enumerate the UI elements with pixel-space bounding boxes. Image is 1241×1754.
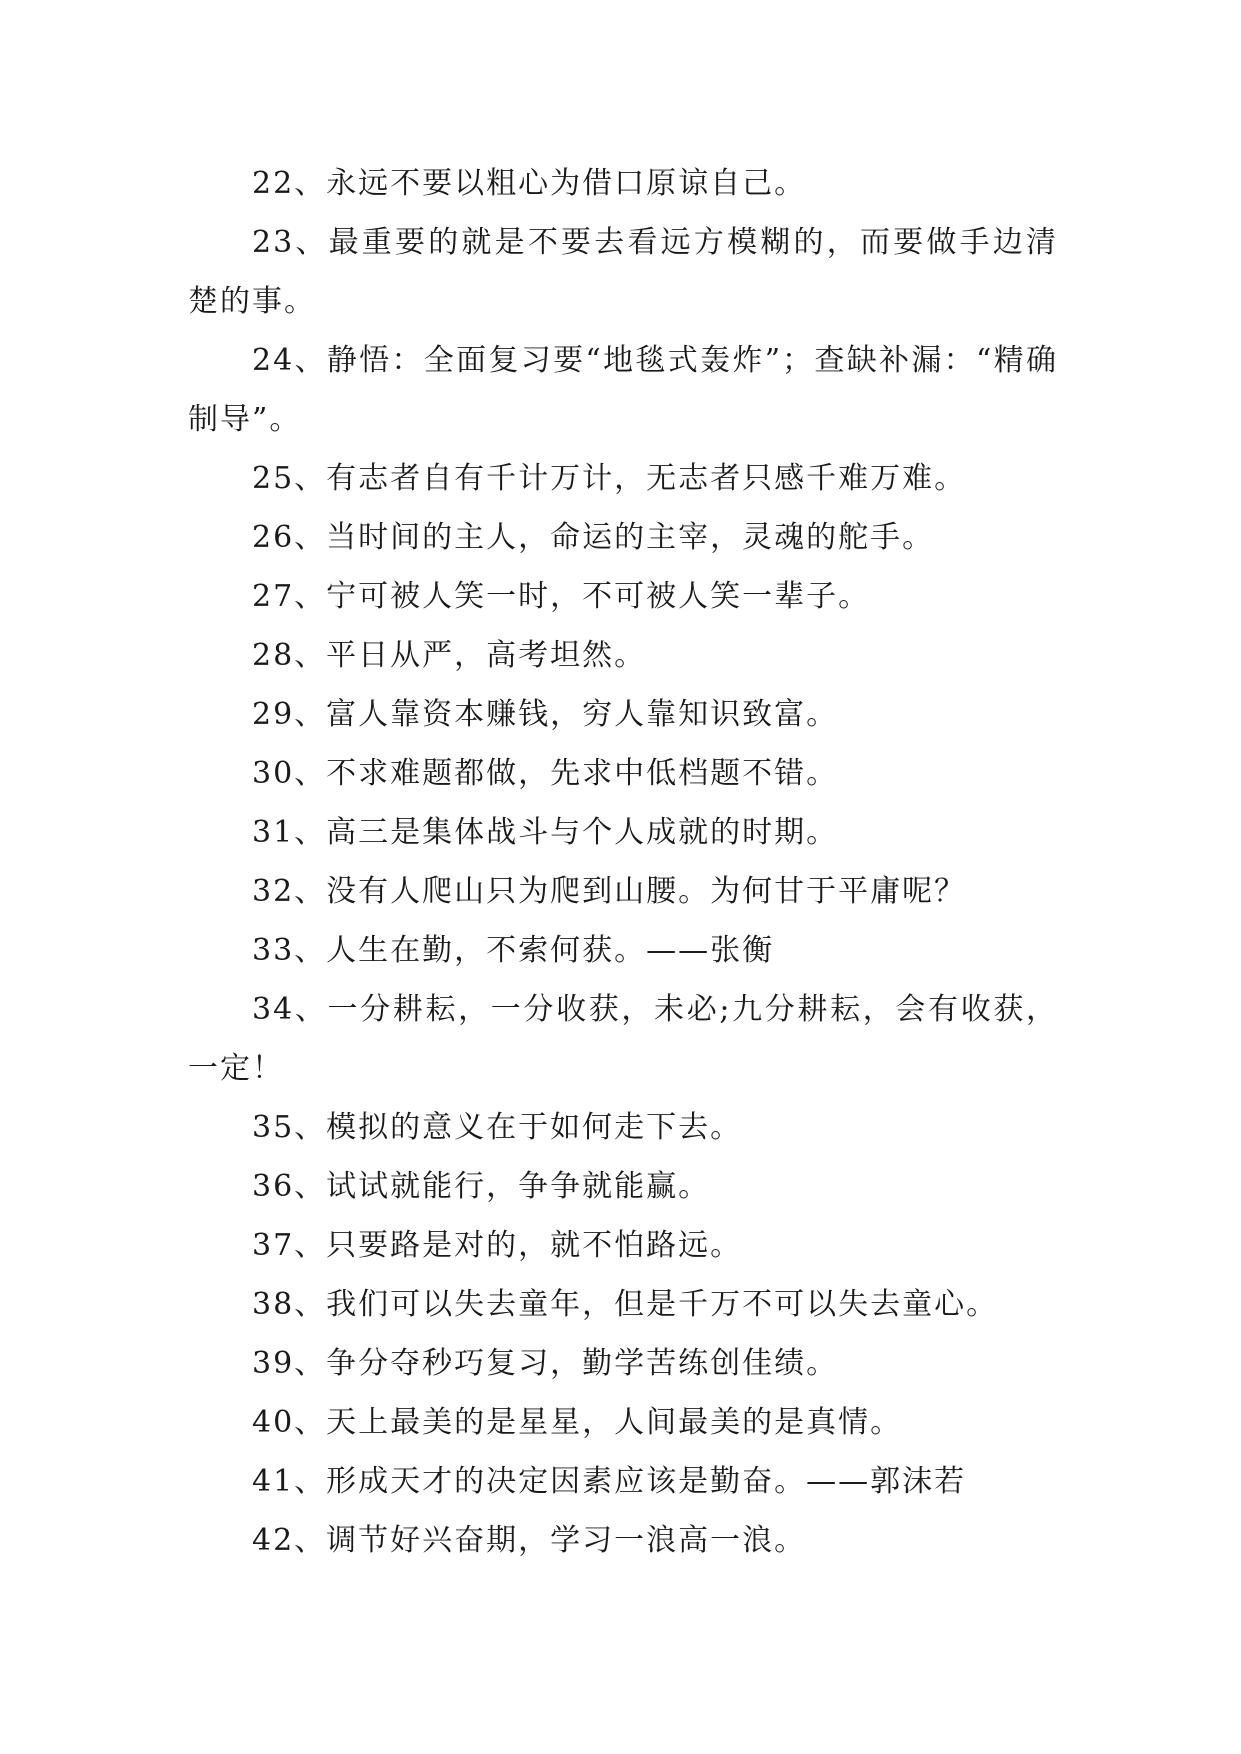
quote-item-24: 24、静悟：全面复习要“地毯式轰炸”；查缺补漏：“精确制导”。	[188, 343, 1058, 437]
quote-item-37: 37、只要路是对的，就不怕路远。	[252, 1228, 743, 1263]
quote-item-39: 39、争分夺秒巧复习，勤学苦练创佳绩。	[252, 1346, 839, 1381]
quote-item-38: 38、我们可以失去童年，但是千万不可以失去童心。	[252, 1287, 999, 1322]
quote-item-23: 23、最重要的就是不要去看远方模糊的，而要做手边清楚的事。	[188, 225, 1058, 319]
quote-item-22: 22、永远不要以粗心为借口原谅自己。	[252, 166, 807, 201]
quote-item-25: 25、有志者自有千计万计，无志者只感千难万难。	[252, 461, 967, 496]
quote-item-42: 42、调节好兴奋期，学习一浪高一浪。	[252, 1523, 807, 1558]
quote-item-29: 29、富人靠资本赚钱，穷人靠知识致富。	[252, 697, 839, 732]
quote-item-30: 30、不求难题都做，先求中低档题不错。	[252, 756, 839, 791]
quote-item-33: 33、人生在勤，不索何获。——张衡	[252, 933, 775, 968]
quote-item-36: 36、试试就能行，争争就能赢。	[252, 1169, 711, 1204]
quote-item-27: 27、宁可被人笑一时，不可被人笑一辈子。	[252, 579, 871, 614]
quote-item-40: 40、天上最美的是星星，人间最美的是真情。	[252, 1405, 903, 1440]
quote-item-41: 41、形成天才的决定因素应该是勤奋。——郭沫若	[252, 1464, 967, 1499]
quote-item-32: 32、没有人爬山只为爬到山腰。为何甘于平庸呢？	[252, 874, 967, 909]
quote-item-31: 31、高三是集体战斗与个人成就的时期。	[252, 815, 839, 850]
quote-item-35: 35、模拟的意义在于如何走下去。	[252, 1110, 743, 1145]
quote-item-34: 34、一分耕耘，一分收获，未必;九分耕耘，会有收获，一定！	[188, 992, 1058, 1086]
quote-item-26: 26、当时间的主人，命运的主宰，灵魂的舵手。	[252, 520, 935, 555]
quote-list	[188, 154, 1058, 1570]
quote-item-28: 28、平日从严，高考坦然。	[252, 638, 647, 673]
